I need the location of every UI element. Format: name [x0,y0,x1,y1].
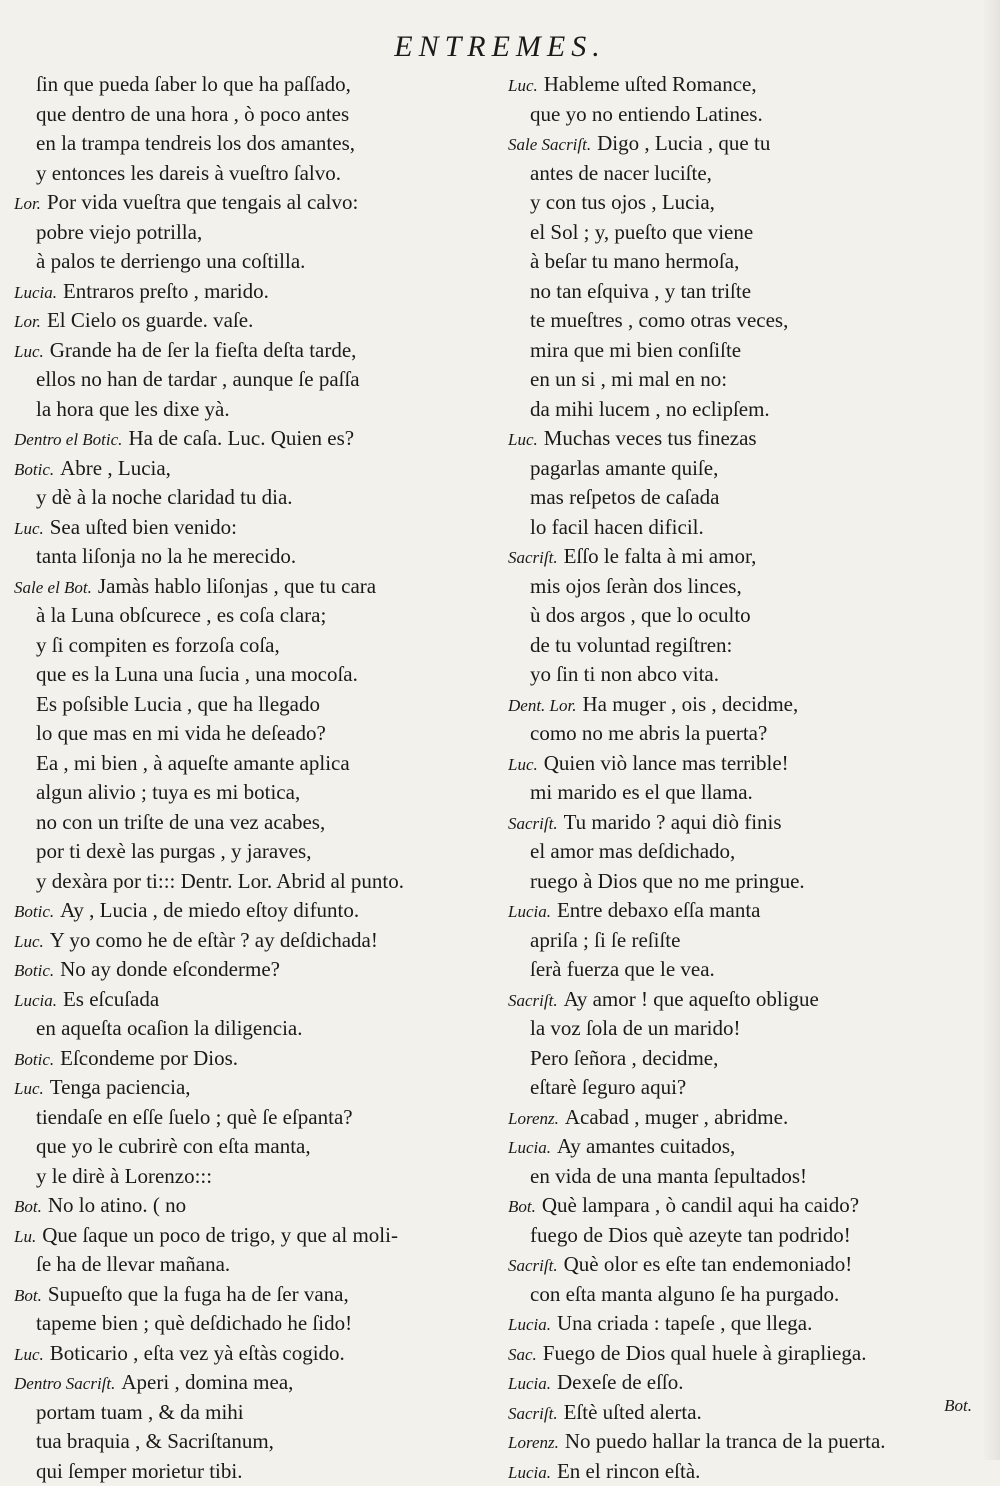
line-text: no tan eſquiva , y tan triſte [530,279,751,303]
right-column [508,70,986,1486]
speaker-label: Sacriſt. [508,1256,558,1275]
verse-line [508,1280,986,1310]
verse-line [508,1044,986,1074]
line-text: Fuego de Dios qual huele à girapliega. [543,1341,867,1365]
speaker-label: Sale el Bot. [14,578,92,597]
line-text: El Cielo os guarde. vaſe. [47,308,253,332]
verse-line [14,660,498,690]
verse-line [508,572,986,602]
verse-line [14,1250,498,1280]
verse-line [508,1398,986,1428]
verse-line [14,483,498,513]
speaker-label: Sac. [508,1345,537,1364]
line-text: Tenga paciencia, [50,1075,191,1099]
verse-line [14,572,498,602]
verse-line [508,1457,986,1486]
verse-line [508,513,986,543]
verse-line [14,542,498,572]
verse-line [14,188,498,218]
verse-line [508,1132,986,1162]
line-text: de tu voluntad regiſtren: [530,633,732,657]
speaker-label: Botic. [14,1050,54,1069]
line-text: Que ſaque un poco de trigo, y que al moli- [42,1223,398,1247]
speaker-label: Sacriſt. [508,548,558,567]
line-text: Entraros preſto , marido. [63,279,269,303]
speaker-label: Sale Sacriſt. [508,135,591,154]
verse-line [508,159,986,189]
line-text: Una criada : tapeſe , que llega. [557,1311,812,1335]
line-text: Ay amantes cuitados, [557,1134,735,1158]
line-text: lo que mas en mi vida he deſeado? [36,721,326,745]
line-text: ù dos argos , que lo oculto [530,603,751,627]
verse-line [14,808,498,838]
verse-line [508,247,986,277]
verse-line [14,896,498,926]
verse-line [508,1073,986,1103]
verse-line [508,690,986,720]
line-text: Què olor es eſte tan endemoniado! [564,1252,853,1276]
speaker-label: Sacriſt. [508,814,558,833]
verse-line [14,926,498,956]
catchword: Bot. [944,1396,972,1416]
running-header: ENTREMES. [0,30,1000,64]
verse-line [14,306,498,336]
line-text: ſerà fuerza que le vea. [530,957,715,981]
verse-line [508,1309,986,1339]
verse-line [508,1103,986,1133]
line-text: tua braquia , & Sacriſtanum, [36,1429,274,1453]
speaker-label: Bot. [14,1286,42,1305]
line-text: no con un triſte de una vez acabes, [36,810,325,834]
verse-line [508,719,986,749]
verse-line [14,867,498,897]
verse-line [508,218,986,248]
line-text: por ti dexè las purgas , y jaraves, [36,839,311,863]
verse-line [14,749,498,779]
line-text: Eſtè uſted alerta. [564,1400,702,1424]
line-text: antes de nacer luciſte, [530,161,712,185]
speaker-label: Lu. [14,1227,36,1246]
line-text: Sea uſted bien venido: [50,515,237,539]
line-text: y dè à la noche claridad tu dia. [36,485,293,509]
verse-line [14,631,498,661]
verse-line [508,306,986,336]
left-column [14,70,498,1486]
line-text: mis ojos ſeràn dos linces, [530,574,742,598]
line-text: Acabad , muger , abridme. [565,1105,788,1129]
verse-line [508,631,986,661]
verse-line [14,1339,498,1369]
speaker-label: Luc. [508,76,538,95]
verse-line [508,1339,986,1369]
verse-line [508,424,986,454]
line-text: Dexeſe de eſſo. [557,1370,684,1394]
verse-line [14,1221,498,1251]
speaker-label: Sacriſt. [508,991,558,1010]
speaker-label: Luc. [508,430,538,449]
line-text: y le dirè à Lorenzo::: [36,1164,212,1188]
line-text: Ay , Lucia , de miedo eſtoy difunto. [60,898,359,922]
verse-line [14,1398,498,1428]
verse-line [14,837,498,867]
line-text: ellos no han de tardar , aunque ſe paſſa [36,367,360,391]
speaker-label: Lucia. [508,1374,551,1393]
verse-line [508,483,986,513]
verse-line [14,218,498,248]
speaker-label: Luc. [14,342,44,361]
verse-line [508,188,986,218]
line-text: Ay amor ! que aqueſto obligue [564,987,819,1011]
verse-line [14,719,498,749]
line-text: Por vida vueſtra que tengais al calvo: [47,190,358,214]
line-text: Eſcondeme por Dios. [60,1046,238,1070]
line-text: Es poſsible Lucia , que ha llegado [36,692,320,716]
line-text: algun alivio ; tuya es mi botica, [36,780,300,804]
line-text: la voz ſola de un marido! [530,1016,741,1040]
line-text: en un si , mi mal en no: [530,367,727,391]
line-text: fuego de Dios què azeyte tan podrido! [530,1223,851,1247]
line-text: Supueſto que la fuga ha de ſer vana, [48,1282,349,1306]
line-text: Digo , Lucia , que tu [597,131,770,155]
verse-line [14,1073,498,1103]
line-text: à palos te derriengo una coſtilla. [36,249,305,273]
verse-line [14,1280,498,1310]
line-text: da mihi lucem , no eclipſem. [530,397,770,421]
speaker-label: Luc. [14,1345,44,1364]
verse-line [508,1014,986,1044]
verse-line [508,365,986,395]
verse-line [14,985,498,1015]
verse-line [508,926,986,956]
line-text: qui ſemper morietur tibi. [36,1459,242,1483]
line-text: No ay donde eſconderme? [60,957,280,981]
verse-line [508,1368,986,1398]
speaker-label: Lucia. [508,1138,551,1157]
speaker-label: Lor. [14,194,41,213]
verse-line [14,1427,498,1457]
line-text: mira que mi bien conſiſte [530,338,741,362]
speaker-label: Dent. Lor. [508,696,576,715]
line-text: lo facil hacen dificil. [530,515,704,539]
speaker-label: Lucia. [14,283,57,302]
verse-line [14,365,498,395]
page-edge-shadow [982,0,1000,1460]
verse-line [14,1191,498,1221]
verse-line [508,277,986,307]
verse-line [508,1191,986,1221]
speaker-label: Luc. [14,519,44,538]
verse-line [508,896,986,926]
line-text: ruego à Dios que no me pringue. [530,869,805,893]
line-text: que dentro de una hora , ò poco antes [36,102,349,126]
verse-line [14,1044,498,1074]
line-text: Abre , Lucia, [60,456,171,480]
line-text: apriſa ; ſi ſe reſiſte [530,928,680,952]
verse-line [508,837,986,867]
verse-line [508,70,986,100]
line-text: à beſar tu mano hermoſa, [530,249,739,273]
verse-line [508,601,986,631]
line-text: que yo no entiendo Latines. [530,102,763,126]
verse-line [14,159,498,189]
line-text: No puedo hallar la tranca de la puerta. [565,1429,886,1453]
verse-line [508,867,986,897]
verse-line [14,277,498,307]
line-text: tanta liſonja no la he merecido. [36,544,296,568]
line-text: en aqueſta ocaſion la diligencia. [36,1016,302,1040]
verse-line [14,454,498,484]
line-text: Ea , mi bien , à aqueſte amante aplica [36,751,350,775]
line-text: Y yo como he de eſtàr ? ay deſdichada! [50,928,378,952]
verse-line [14,1132,498,1162]
speaker-label: Lor. [14,312,41,331]
line-text: pobre viejo potrilla, [36,220,202,244]
verse-line [14,70,498,100]
line-text: Es eſcuſada [63,987,159,1011]
line-text: y entonces les dareis à vueſtro ſalvo. [36,161,341,185]
speaker-label: Lorenz. [508,1433,559,1452]
verse-line [14,1014,498,1044]
line-text: la hora que les dixe yà. [36,397,230,421]
verse-line [14,424,498,454]
line-text: y dexàra por ti::: Dentr. Lor. Abrid al punto. [36,869,404,893]
verse-line [508,395,986,425]
verse-line [14,513,498,543]
line-text: Ha muger , ois , decidme, [582,692,798,716]
line-text: portam tuam , & da mihi [36,1400,244,1424]
verse-line [14,336,498,366]
speaker-label: Botic. [14,902,54,921]
verse-line [508,542,986,572]
verse-line [14,1103,498,1133]
line-text: con eſta manta alguno ſe ha purgado. [530,1282,839,1306]
verse-line [508,1221,986,1251]
line-text: y ſi compiten es forzoſa coſa, [36,633,280,657]
verse-line [14,247,498,277]
verse-line [14,1368,498,1398]
line-text: y con tus ojos , Lucia, [530,190,715,214]
line-text: Eſſo le falta à mi amor, [564,544,757,568]
line-text: Pero ſeñora , decidme, [530,1046,718,1070]
line-text: que yo le cubrirè con eſta manta, [36,1134,311,1158]
speaker-label: Dentro el Botic. [14,430,122,449]
verse-line [14,778,498,808]
speaker-label: Bot. [14,1197,42,1216]
line-text: Boticario , eſta vez yà eſtàs cogido. [50,1341,345,1365]
verse-line [508,454,986,484]
line-text: mas reſpetos de caſada [530,485,720,509]
speaker-label: Bot. [508,1197,536,1216]
line-text: Ha de caſa. Luc. Quien es? [128,426,354,450]
speaker-label: Dentro Sacriſt. [14,1374,115,1393]
verse-line [508,660,986,690]
verse-line [14,1457,498,1486]
line-text: te mueſtres , como otras veces, [530,308,788,332]
speaker-label: Lorenz. [508,1109,559,1128]
verse-line [508,955,986,985]
line-text: Aperi , domina mea, [121,1370,293,1394]
verse-line [508,129,986,159]
verse-line [508,749,986,779]
line-text: el amor mas deſdichado, [530,839,735,863]
line-text: Hableme uſted Romance, [544,72,757,96]
verse-line [508,1427,986,1457]
line-text: como no me abris la puerta? [530,721,767,745]
verse-line [508,1162,986,1192]
verse-line [508,778,986,808]
line-text: Entre debaxo eſſa manta [557,898,761,922]
line-text: ſin que pueda ſaber lo que ha paſſado, [36,72,351,96]
line-text: tapeme bien ; què deſdichado he ſido! [36,1311,352,1335]
speaker-label: Luc. [508,755,538,774]
speaker-label: Lucia. [508,1315,551,1334]
speaker-label: Luc. [14,1079,44,1098]
line-text: el Sol ; y, pueſto que viene [530,220,753,244]
speaker-label: Botic. [14,460,54,479]
line-text: Tu marido ? aqui diò finis [564,810,782,834]
line-text: No lo atino. ( no [48,1193,186,1217]
verse-line [508,1250,986,1280]
line-text: Grande ha de ſer la fieſta deſta tarde, [50,338,357,362]
line-text: Què lampara , ò candil aqui ha caido? [542,1193,859,1217]
line-text: Muchas veces tus finezas [544,426,757,450]
line-text: Jamàs hablo liſonjas , que tu cara [98,574,376,598]
line-text: pagarlas amante quiſe, [530,456,718,480]
line-text: tiendaſe en eſſe ſuelo ; què ſe eſpanta? [36,1105,353,1129]
line-text: en la trampa tendreis los dos amantes, [36,131,355,155]
line-text: Quien viò lance mas terrible! [544,751,789,775]
speaker-label: Lucia. [14,991,57,1010]
verse-line [14,1162,498,1192]
verse-line [508,985,986,1015]
line-text: eſtarè ſeguro aqui? [530,1075,686,1099]
line-text: yo ſin ti non abco vita. [530,662,719,686]
line-text: En el rincon eſtà. [557,1459,700,1483]
verse-line [14,955,498,985]
verse-line [14,601,498,631]
speaker-label: Botic. [14,961,54,980]
verse-line [14,100,498,130]
verse-line [14,395,498,425]
verse-line [14,129,498,159]
speaker-label: Luc. [14,932,44,951]
line-text: en vida de una manta ſepultados! [530,1164,807,1188]
line-text: mi marido es el que llama. [530,780,753,804]
speaker-label: Sacriſt. [508,1404,558,1423]
line-text: à la Luna obſcurece , es coſa clara; [36,603,326,627]
line-text: ſe ha de llevar mañana. [36,1252,230,1276]
verse-line [508,336,986,366]
speaker-label: Lucia. [508,1463,551,1482]
verse-line [508,808,986,838]
verse-line [508,100,986,130]
verse-line [14,1309,498,1339]
line-text: que es la Luna una ſucia , una mocoſa. [36,662,358,686]
verse-line [14,690,498,720]
speaker-label: Lucia. [508,902,551,921]
